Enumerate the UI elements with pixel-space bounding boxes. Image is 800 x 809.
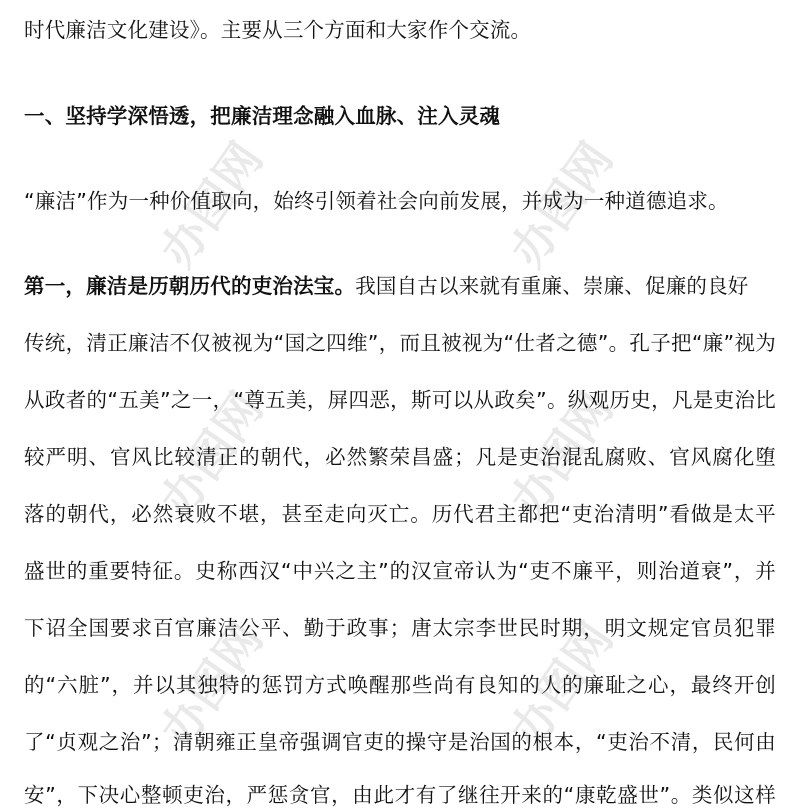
paragraph-line: 传统，清正廉洁不仅被视为“国之四维”，而且被视为“仕者之德”。孔子把“廉”视为: [24, 331, 776, 355]
watermark: 办图网: [149, 382, 274, 527]
paragraph-line: 落的朝代，必然衰败不堪，甚至走向灭亡。历代君主都把“吏治清明”看做是太平: [24, 502, 776, 526]
paragraph-text: 我国自古以来就有重廉、崇廉、促廉的良好: [355, 274, 749, 298]
paragraph-line: 安”，下决心整顿吏治，严惩贪官，由此才有了继往开来的“康乾盛世”。类似这样: [24, 783, 776, 807]
section-heading: 一、坚持学深悟透，把廉洁理念融入血脉、注入灵魂: [24, 104, 501, 128]
watermark: 办图网: [499, 132, 624, 277]
watermark: 办图网: [499, 382, 624, 527]
paragraph-lead: 第一，廉洁是历朝历代的吏治法宝。: [24, 274, 356, 298]
watermark: 办图网: [149, 612, 274, 757]
paragraph-line: 下诏全国要求百官廉洁公平、勤于政事；唐太宗李世民时期，明文规定官员犯罪: [24, 616, 776, 640]
watermark: 办图网: [149, 132, 274, 277]
paragraph-line: 较严明、官风比较清正的朝代，必然繁荣昌盛；凡是吏治混乱腐败、官风腐化堕: [24, 445, 776, 469]
paragraph-line: 盛世的重要特征。史称西汉“中兴之主”的汉宣帝认为“吏不廉平，则治道衰”，并: [24, 559, 776, 583]
intro-line: 时代廉洁文化建设》。主要从三个方面和大家作个交流。: [24, 18, 532, 42]
paragraph-line: [24, 272, 776, 300]
section-intro: “廉洁”作为一种价值取向，始终引领着社会向前发展，并成为一种道德追求。: [24, 189, 729, 213]
watermark: 办图网: [499, 612, 624, 757]
paragraph-line: 从政者的“五美”之一，“尊五美，屏四恶，斯可以从政矣”。纵观历史，凡是吏治比: [24, 388, 776, 412]
paragraph-line: 的“六脏”，并以其独特的惩罚方式唤醒那些尚有良知的人的廉耻之心，最终开创: [24, 673, 776, 697]
paragraph-line: 了“贞观之治”；清朝雍正皇帝强调官吏的操守是治国的根本，“吏治不清，民何由: [24, 730, 776, 754]
